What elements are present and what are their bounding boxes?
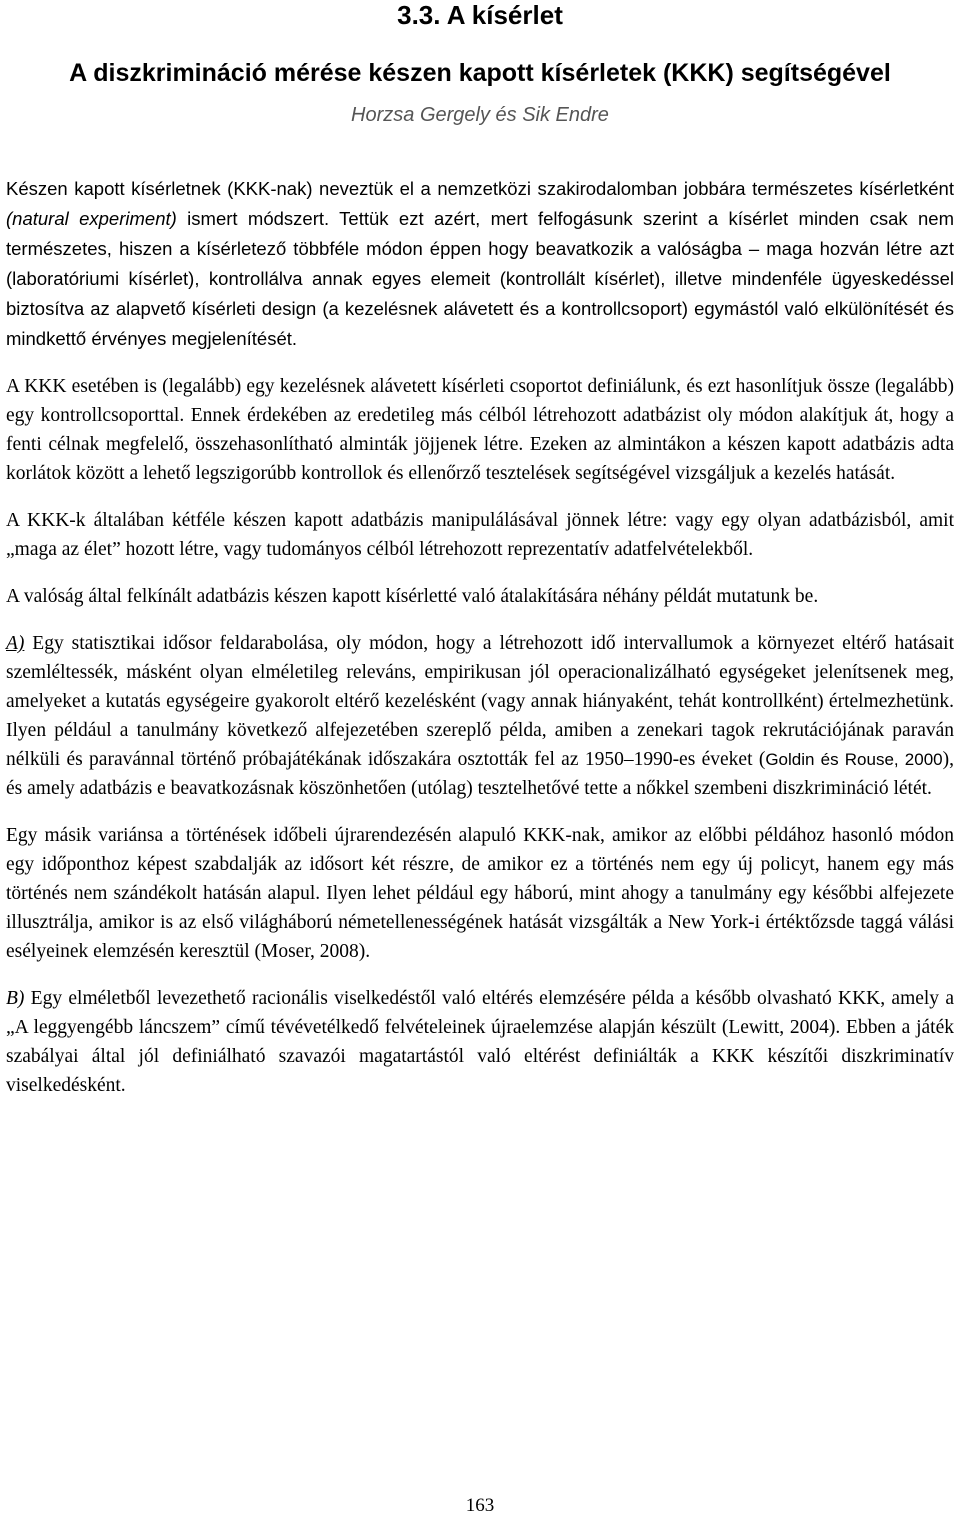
paragraph-7 xyxy=(6,984,954,1100)
chapter-title: A diszkrimináció mérése készen kapott kísérletek (KKK) segítségével xyxy=(69,59,891,87)
paragraph-5 xyxy=(6,629,954,803)
paragraph-3: A KKK-k általában kétféle készen kapott adatbázis manipulálásával jönnek létre: vagy egy olyan adatbázisból, amit „maga az élet” hozott létre, vagy tudományos célból létrehozott reprezentatív adatfelvételekből. xyxy=(6,510,954,560)
paragraph-1-part-d: Tettük ezt azért, mert felfogásunk szerint a kísérlet minden csak nem természetes, hiszen a kísérletező többféle módon éppen hogy beavatkozik a valóságba – maga hozván létre azt (laboratóriumi kísérlet), kontrollálva annak egyes elemeit (kontrollált kísérlet), illetve mindenféle ügyeskedéssel biztosítva az alapvető kísérleti design (a kezelésnek alávetett és a kontrollcsoport) egymástól való elkülönítését és mindkettő érvényes megjelenítését. xyxy=(6,208,955,349)
paragraph-7-label: B) xyxy=(6,988,25,1009)
paragraph-1-term: (natural experiment) xyxy=(6,208,177,229)
section-title: 3.3. A kísérlet xyxy=(397,0,563,30)
paragraph-5-label: A) xyxy=(6,633,25,654)
paragraph-5-citation: Goldin és Rouse, 2000 xyxy=(765,750,943,769)
body-text xyxy=(6,174,954,1118)
paragraph-6: Egy másik variánsa a történések időbeli újrarendezésén alapuló KKK-nak, amikor az előbbi példához hasonló módon egy időponthoz képest szabdalják az idősort két részre, de amikor ez a történés nem egy új policyt, hanem egy más történés nem szándékolt hatásán alapul. Ilyen lehet például egy háború, mint ahogy a tanulmány egy későbbi alfejezete illusztrálja, amikor is az első világháború németellenességének hatását vizsgálták a New York-i értéktőzsde taggá válási esélyeinek elemzésén keresztül (Moser, 2008). xyxy=(6,825,954,962)
paragraph-1-part-c: ismert módszert. xyxy=(176,208,330,229)
paragraph-5-part-b: ), és amely adatbázis e beavatkozásnak köszönhetően (utólag) tesztelhetővé tette a nőkkel szembeni diszkrimináció létét. xyxy=(6,749,954,799)
paragraph-5-part-a: Egy statisztikai idősor feldarabolása, oly módon, hogy a létrehozott idő intervallumok a környezet eltérő hatásait szemléltessék, másként olyan elméletileg releváns, empirikusan jól operacionalizálható egységeket jelenítsenek meg, amelyeket a kutatás egységeire gyakorolt eltérő kezelésként (vagy annak hiányaként, tehát kontrollként) értelmezhetünk. Ilyen például a tanulmány következő alfejezetében szereplő példa, amiben a zenekari tagok rekrutációjának paraván nélküli és paravánnal történő próbajátékának időszakára osztották fel az 1950–1990-es éveket ( xyxy=(6,633,954,770)
paragraph-7-part-a: Egy elméletből levezethető racionális viselkedéstől való eltérés elemzésére példa a később olvasható KKK, amely a „A leggyengébb láncszem” című tévévetélkedő felvételeinek újraelemzése alapján készült (Lewitt, 2004). Ebben a játék szabályai által jól definiálható szavazói magatartástól való eltérést definiálták a KKK készítői diszkriminatív viselkedésként. xyxy=(6,988,954,1096)
page-number: 163 xyxy=(465,1495,495,1516)
paragraph-4: A valóság által felkínált adatbázis készen kapott kísérletté való átalakítására néhány példát mutatunk be. xyxy=(6,586,819,607)
paragraph-2: A KKK esetében is (legalább) egy kezelésnek alávetett kísérleti csoportot definiálunk, és ezt hasonlítjuk össze (legalább) egy kontrollcsoporttal. Ennek érdekében az eredetileg más célból létrehozott adatbázist oly módon alakítjuk át, hogy a fenti célnak megfelelő, összehasonlítható alminták jöjjenek létre. Ezeken az almintákon a készen kapott adatbázis adta korlátok között a lehető legszigorúbb kontrollok és ellenőrző tesztelések segítségével vizsgáljuk a kezelés hatását. xyxy=(6,376,954,484)
authors: Horzsa Gergely és Sik Endre xyxy=(351,104,609,126)
paragraph-1-part-a: Készen kapott kísérletnek (KKK-nak) neveztük el a nemzetközi szakirodalomban jobbára természetes kísérletként xyxy=(6,178,954,199)
paragraph-1 xyxy=(6,174,954,354)
